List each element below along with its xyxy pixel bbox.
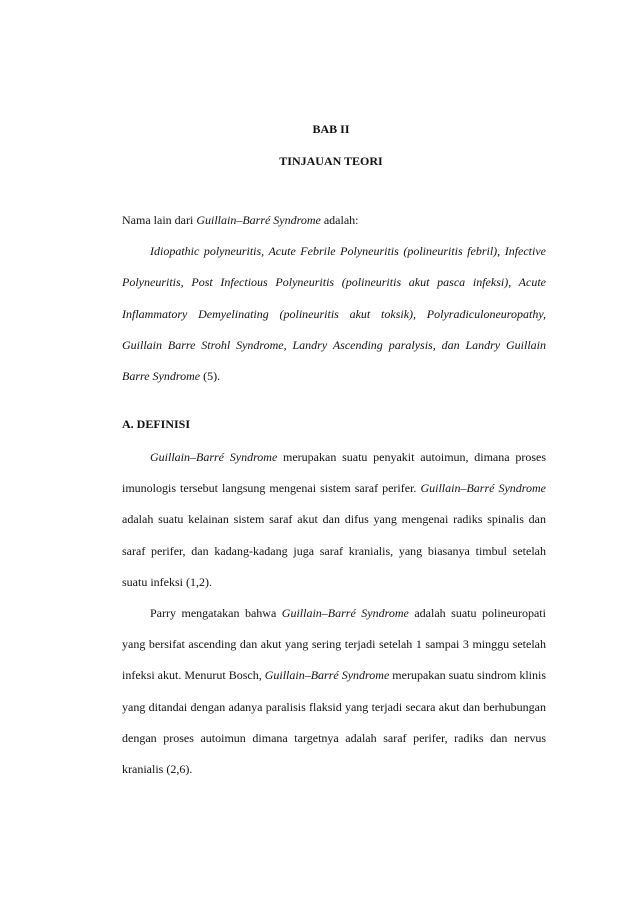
paragraph-text: merupakan suatu penyakit autoimun, dimana proses imunologis tersebut langsung mengenai sistem saraf perifer. (122, 450, 546, 496)
paragraph-text: adalah suatu polineuropati yang bersifat ascending dan akut yang sering terjadi setelah 1 sampai 3 minggu setelah infeksi akut. Menurut Bosch, (122, 606, 546, 683)
section-title: A. DEFINISI (122, 417, 191, 431)
intro-lead-term: Guillain–Barré Syndrome (196, 213, 321, 227)
intro-block (122, 205, 546, 392)
definisi-paragraph-2 (122, 598, 546, 785)
chapter-label: BAB II (312, 122, 350, 136)
paragraph-text: merupakan suatu sindrom klinis yang ditandai dengan adanya paralisis flaksid yang terjadi secara akut dan berhubungan dengan proses autoimun dimana targetnya adalah saraf perifer, radiks dan nervus kranialis (2,6). (122, 668, 546, 777)
paragraph-text: Parry mengatakan bahwa (150, 606, 282, 621)
intro-lead-end: adalah: (320, 213, 359, 227)
section-body (122, 442, 546, 785)
gbs-term: Guillain–Barré Syndrome (264, 668, 390, 683)
paragraph-text: adalah suatu kelainan sistem saraf akut dan difus yang mengenai radiks spinalis dan saraf perifer, dan kadang-kadang juga saraf kranialis, yang biasanya timbul setelah suatu infeksi (1,2). (122, 512, 546, 589)
gbs-term: Guillain–Barré Syndrome (420, 481, 547, 496)
alt-names-ref: (5). (200, 369, 221, 384)
gbs-term: Guillain–Barré Syndrome (150, 450, 278, 464)
definisi-paragraph-1 (122, 442, 546, 598)
gbs-term: Guillain–Barré Syndrome (281, 606, 409, 621)
chapter-title: TINJAUAN TEORI (279, 154, 383, 168)
intro-alt-names (122, 236, 546, 392)
intro-lead (122, 205, 546, 236)
alt-names-list: Idiopathic polyneuritis, Acute Febrile Polyneuritis (polineuritis febril), Infective Polyneuritis, Post Infectious Polyneuritis (polineuritis akut pasca infeksi), Acute Inflammatory Demyelinating (polineuritis akut toksik), Polyradiculoneuropathy, Guillain Barre Strohl Syndrome, Landry Ascending paralysis, dan Landry Guillain Barre Syndrome (122, 244, 546, 384)
section-definisi (122, 412, 546, 785)
intro-lead-text: Nama lain dari (122, 213, 197, 227)
